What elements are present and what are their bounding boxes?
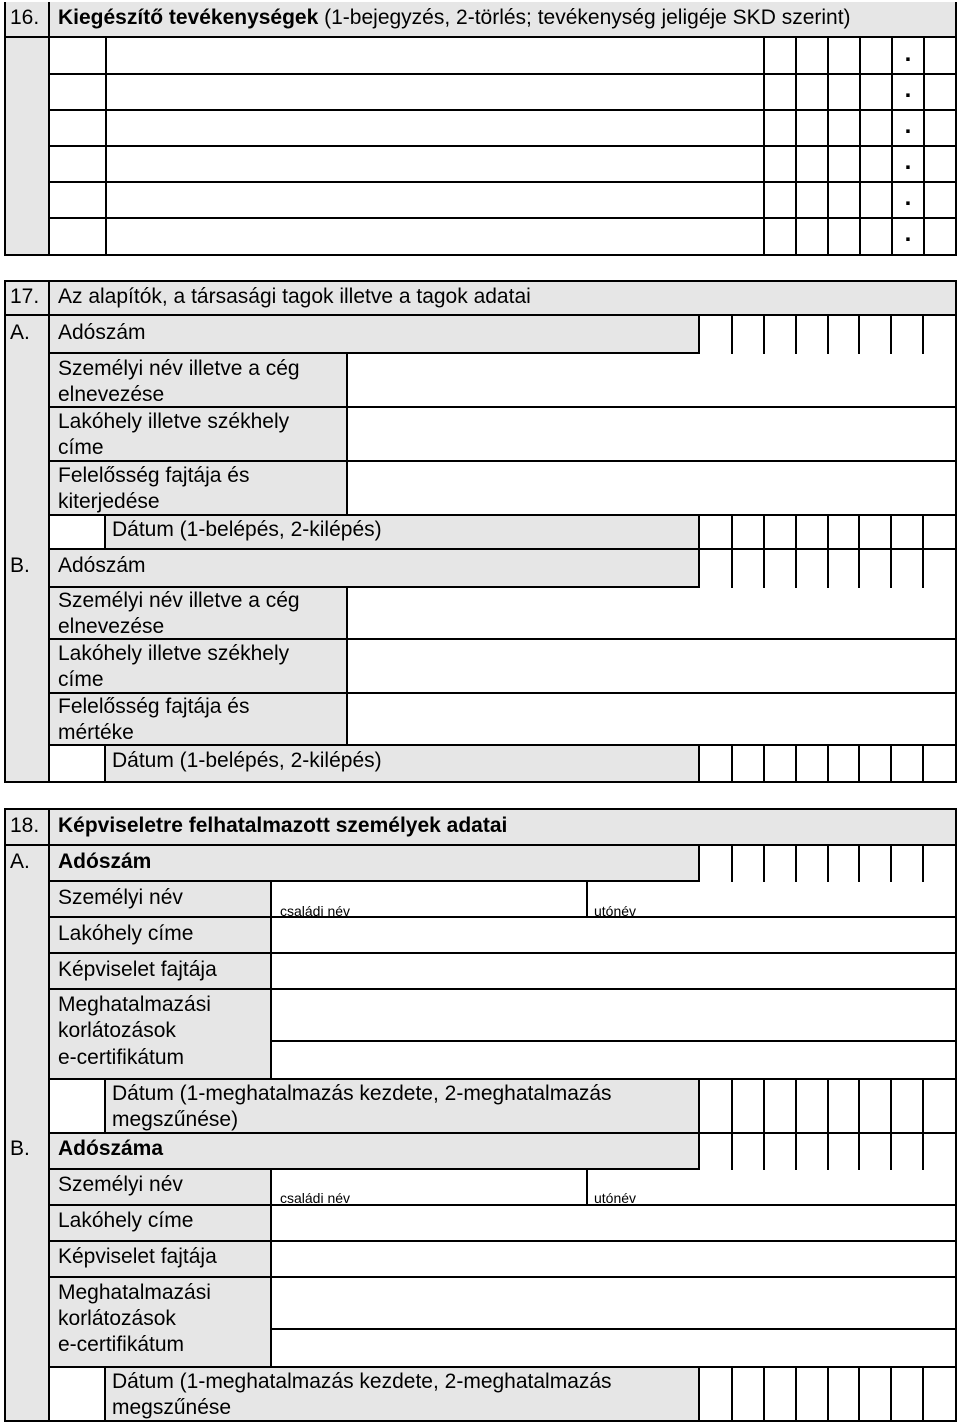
char-box-divider: [858, 846, 860, 882]
char-box-divider: [731, 1080, 733, 1134]
char-box-divider: [890, 1368, 892, 1420]
char-box-divider: [795, 746, 797, 781]
section-17-letter-column: [6, 316, 50, 781]
char-box-divider: [827, 746, 829, 781]
section-18-a-letter: A.: [10, 850, 30, 873]
char-box-divider: [795, 516, 797, 550]
char-box-divider: [922, 516, 924, 550]
char-box-divider: [858, 746, 860, 781]
s17a-datum-code-box[interactable]: [50, 516, 106, 550]
s17b-datum-boxes[interactable]: [700, 746, 955, 781]
s17b-felelosseg-label: Felelősség fajtája és mértéke: [58, 695, 250, 744]
s17a-nev-label: Személyi név illetve a cég elnevezése: [58, 357, 300, 406]
s17a-nev-field[interactable]: [348, 354, 955, 408]
s18b-uto-caption: utónév: [594, 1190, 637, 1206]
activity-row-mark: .: [904, 220, 912, 247]
char-box-divider: [858, 316, 860, 354]
char-box-divider: [795, 846, 797, 882]
s18a-nev-label: Személyi név: [58, 886, 183, 909]
s18a-datum-label: Dátum (1-meghatalmazás kezdete, 2-meghatalmazás megszűnése): [112, 1082, 612, 1131]
s18a-lakohely-field[interactable]: [272, 918, 955, 954]
s18b-datum-label: Dátum (1-meghatalmazás kezdete, 2-meghatalmazás megszűnése: [112, 1370, 612, 1419]
s17b-adoszam-boxes[interactable]: [700, 550, 955, 588]
s17a-datum-label: Dátum (1-belépés, 2-kilépés): [112, 518, 382, 541]
char-box-divider: [858, 550, 860, 588]
activity-column-divider: [763, 38, 765, 254]
s18a-adoszam-label: Adószám: [58, 850, 152, 873]
char-box-divider: [827, 846, 829, 882]
char-box-divider: [795, 550, 797, 588]
activity-column-divider: [891, 38, 893, 254]
char-box-divider: [890, 550, 892, 588]
char-box-divider: [890, 1134, 892, 1170]
activity-row-mark: .: [904, 40, 912, 67]
char-box-divider: [922, 1080, 924, 1134]
char-box-divider: [731, 746, 733, 781]
char-box-divider: [827, 1134, 829, 1170]
activity-row-divider: [50, 145, 955, 147]
section-18-letter-column: [6, 846, 50, 1420]
s18a-ecert-field[interactable]: [272, 1042, 955, 1080]
section-18-title: Képviseletre felhatalmazott személyek adatai: [58, 814, 508, 837]
char-box-divider: [858, 516, 860, 550]
char-box-divider: [922, 550, 924, 588]
s18b-korlat-label: Meghatalmazási korlátozások: [58, 1281, 211, 1330]
s17a-adoszam-label-cell: [50, 316, 700, 354]
s17a-felelosseg-field[interactable]: [348, 462, 955, 516]
char-box-divider: [731, 1134, 733, 1170]
activity-row-divider: [50, 217, 955, 219]
s18b-lakohely-label: Lakóhely címe: [58, 1209, 194, 1232]
section-17-b-letter: B.: [10, 554, 30, 577]
activity-row-divider: [50, 73, 955, 75]
section-16-title-bold: Kiegészítő tevékenységek: [58, 6, 319, 29]
s18b-nev-label: Személyi név: [58, 1173, 183, 1196]
activity-row-divider: [50, 109, 955, 111]
s18a-korlat-label: Meghatalmazási korlátozások: [58, 993, 211, 1042]
char-box-divider: [763, 516, 765, 550]
s18a-datum-code-box[interactable]: [50, 1080, 106, 1134]
activity-rows-grid: [50, 38, 955, 254]
char-box-divider: [827, 316, 829, 354]
char-box-divider: [827, 1368, 829, 1420]
s17b-adoszam-label-cell: [50, 550, 700, 588]
char-box-divider: [763, 1080, 765, 1134]
s18b-adoszam-boxes[interactable]: [700, 1134, 955, 1170]
s17b-lakohely-label: Lakóhely illetve székhely címe: [58, 642, 290, 691]
s18a-fajta-field[interactable]: [272, 954, 955, 990]
char-box-divider: [827, 516, 829, 550]
char-box-divider: [731, 516, 733, 550]
char-box-divider: [922, 1368, 924, 1420]
s18b-ecert-field[interactable]: [272, 1330, 955, 1368]
s18a-korlat-field[interactable]: [272, 990, 955, 1042]
char-box-divider: [795, 316, 797, 354]
activity-row-mark: .: [904, 148, 912, 175]
activity-column-divider: [795, 38, 797, 254]
char-box-divider: [763, 1368, 765, 1420]
char-box-divider: [858, 1368, 860, 1420]
activity-row-mark: .: [904, 76, 912, 103]
activity-column-divider: [859, 38, 861, 254]
char-box-divider: [731, 846, 733, 882]
section-16-title-rest: (1-bejegyzés, 2-törlés; tevékenység jeligéje SKD szerint): [318, 6, 851, 29]
s17b-lakohely-field[interactable]: [348, 640, 955, 694]
char-box-divider: [763, 846, 765, 882]
char-box-divider: [890, 1080, 892, 1134]
char-box-divider: [922, 746, 924, 781]
char-box-divider: [795, 1134, 797, 1170]
s17a-lakohely-label: Lakóhely illetve székhely címe: [58, 410, 290, 459]
s18b-korlat-field[interactable]: [272, 1278, 955, 1330]
char-box-divider: [922, 846, 924, 882]
s18b-lakohely-field[interactable]: [272, 1206, 955, 1242]
char-box-divider: [795, 1080, 797, 1134]
char-box-divider: [731, 316, 733, 354]
s18b-uto-field[interactable]: [588, 1170, 955, 1206]
activity-row-divider: [50, 181, 955, 183]
s18a-adoszam-boxes[interactable]: [700, 846, 955, 882]
s18b-fajta-label: Képviselet fajtája: [58, 1245, 217, 1268]
char-box-divider: [763, 746, 765, 781]
activity-row-mark: .: [904, 184, 912, 211]
s18a-csaladi-caption: családi név: [280, 903, 351, 919]
s18b-adoszam-label: Adószáma: [58, 1137, 164, 1160]
char-box-divider: [890, 316, 892, 354]
char-box-divider: [890, 846, 892, 882]
s17b-nev-label: Személyi név illetve a cég elnevezése: [58, 589, 300, 638]
s18a-uto-field[interactable]: [588, 882, 955, 918]
s17b-felelosseg-field[interactable]: [348, 694, 955, 746]
s17a-lakohely-field[interactable]: [348, 408, 955, 462]
s17a-datum-boxes[interactable]: [700, 516, 955, 550]
s18b-datum-code-box[interactable]: [50, 1368, 106, 1420]
s17b-nev-field[interactable]: [348, 588, 955, 640]
char-box-divider: [763, 1134, 765, 1170]
activity-row-mark: .: [904, 112, 912, 139]
section-17-number: 17.: [10, 285, 40, 308]
s18a-datum-boxes[interactable]: [700, 1080, 955, 1134]
s18a-ecert-label: e-certifikátum: [58, 1046, 185, 1069]
char-box-divider: [922, 316, 924, 354]
char-box-divider: [731, 1368, 733, 1420]
section-18-b-letter: B.: [10, 1137, 30, 1160]
char-box-divider: [763, 316, 765, 354]
activity-column-divider: [827, 38, 829, 254]
s18b-fajta-field[interactable]: [272, 1242, 955, 1278]
section-17-title: Az alapítók, a társasági tagok illetve a tagok adatai: [58, 285, 531, 308]
activity-column-divider: [105, 38, 107, 254]
section-16-number-column: [6, 38, 50, 254]
s17a-adoszam-boxes[interactable]: [700, 316, 955, 354]
s17b-datum-code-box[interactable]: [50, 746, 106, 781]
char-box-divider: [922, 1134, 924, 1170]
s18a-fajta-label: Képviselet fajtája: [58, 958, 217, 981]
s18a-uto-caption: utónév: [594, 903, 637, 919]
s18a-lakohely-label: Lakóhely címe: [58, 922, 194, 945]
section-18-number: 18.: [10, 814, 40, 837]
s17b-datum-label: Dátum (1-belépés, 2-kilépés): [112, 749, 382, 772]
s18b-datum-boxes[interactable]: [700, 1368, 955, 1420]
char-box-divider: [858, 1080, 860, 1134]
s18b-csaladi-caption: családi név: [280, 1190, 351, 1206]
s17b-adoszam-label: Adószám: [58, 554, 146, 577]
char-box-divider: [795, 1368, 797, 1420]
char-box-divider: [827, 550, 829, 588]
char-box-divider: [731, 550, 733, 588]
char-box-divider: [890, 516, 892, 550]
section-16-number: 16.: [10, 6, 40, 29]
char-box-divider: [858, 1134, 860, 1170]
char-box-divider: [890, 746, 892, 781]
char-box-divider: [763, 550, 765, 588]
s17a-adoszam-label: Adószám: [58, 321, 146, 344]
activity-column-divider: [923, 38, 925, 254]
s18b-ecert-label: e-certifikátum: [58, 1333, 185, 1356]
section-17-a-letter: A.: [10, 321, 30, 344]
s17a-felelosseg-label: Felelősség fajtája és kiterjedése: [58, 464, 250, 513]
section-16-title: [58, 5, 851, 31]
char-box-divider: [827, 1080, 829, 1134]
